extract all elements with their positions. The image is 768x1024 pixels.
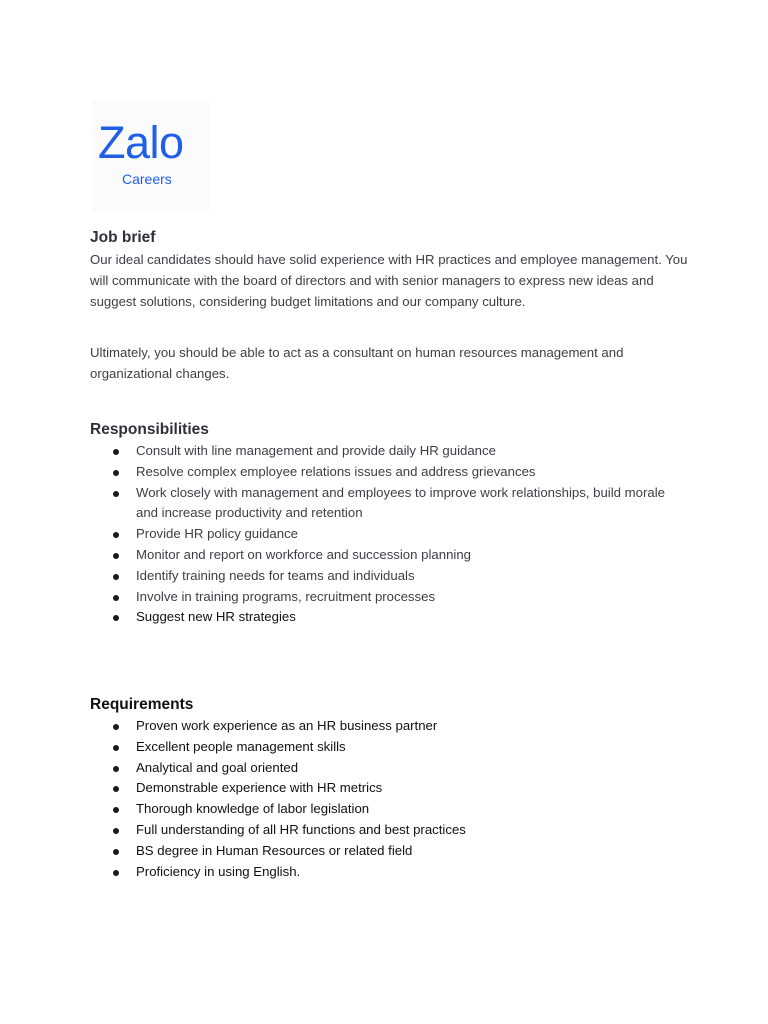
logo-wordmark: Zalo <box>98 117 184 168</box>
list-item-text: Resolve complex employee relations issues and address grievances <box>136 463 536 479</box>
bullet-icon <box>113 745 119 751</box>
requirements-list <box>90 716 690 882</box>
list-item-text: Monitor and report on workforce and succession planning <box>136 546 472 562</box>
list-item <box>90 587 690 608</box>
logo-subtitle: Careers <box>122 171 172 187</box>
list-item-text: Involve in training programs, recruitment processes <box>136 588 436 604</box>
zalo-careers-logo <box>92 100 210 212</box>
list-item <box>90 862 690 883</box>
bullet-icon <box>113 615 119 621</box>
bullet-icon <box>113 595 119 601</box>
list-item <box>90 566 690 587</box>
list-item-text: Analytical and goal oriented <box>136 759 299 775</box>
bullet-icon <box>113 553 119 559</box>
bullet-icon <box>113 849 119 855</box>
responsibilities-list <box>90 441 690 628</box>
list-item <box>90 483 690 525</box>
bullet-icon <box>113 574 119 580</box>
list-item <box>90 841 690 862</box>
responsibilities-heading: Responsibilities <box>90 421 209 438</box>
list-item-text: Consult with line management and provide daily HR guidance <box>136 443 496 458</box>
bullet-icon <box>113 724 119 730</box>
list-item-text: Work closely with management and employees to improve work relationships, build morale and increase productivity and retention <box>136 484 665 521</box>
bullet-icon <box>113 470 119 476</box>
list-item <box>90 462 690 483</box>
list-item <box>90 799 690 820</box>
requirements-section <box>90 695 690 882</box>
bullet-icon <box>113 807 119 813</box>
bullet-icon <box>113 870 119 876</box>
job-brief-paragraph-2: Ultimately, you should be able to act as a consultant on human resources management and organizational changes. <box>90 345 624 382</box>
requirements-heading: Requirements <box>90 696 194 713</box>
responsibilities-section <box>90 420 690 628</box>
bullet-icon <box>113 766 119 772</box>
list-item-text: Proficiency in using English. <box>136 863 301 879</box>
list-item <box>90 778 690 799</box>
list-item <box>90 758 690 779</box>
list-item-text: Identify training needs for teams and individuals <box>136 567 415 583</box>
list-item <box>90 737 690 758</box>
job-brief-section <box>90 228 690 385</box>
list-item-text: BS degree in Human Resources or related field <box>136 842 413 858</box>
bullet-icon <box>113 449 119 455</box>
job-brief-heading: Job brief <box>90 229 156 246</box>
list-item <box>90 716 690 737</box>
list-item <box>90 524 690 545</box>
list-item-text: Full understanding of all HR functions and best practices <box>136 821 466 837</box>
list-item <box>90 607 690 628</box>
list-item-text: Proven work experience as an HR business partner <box>136 718 438 733</box>
list-item-text: Suggest new HR strategies <box>136 609 296 625</box>
bullet-icon <box>113 532 119 538</box>
job-brief-paragraph-1: Our ideal candidates should have solid experience with HR practices and employee management. You will communicate with the board of directors and with senior managers to express new ideas and suggest solutions, considering budget limitations and our company culture. <box>90 252 688 309</box>
bullet-icon <box>113 786 119 792</box>
list-item <box>90 820 690 841</box>
list-item-text: Demonstrable experience with HR metrics <box>136 780 383 796</box>
bullet-icon <box>113 491 119 497</box>
list-item-text: Excellent people management skills <box>136 738 346 754</box>
list-item <box>90 545 690 566</box>
list-item-text: Thorough knowledge of labor legislation <box>136 801 370 817</box>
list-item <box>90 441 690 462</box>
list-item-text: Provide HR policy guidance <box>136 526 298 542</box>
bullet-icon <box>113 828 119 834</box>
